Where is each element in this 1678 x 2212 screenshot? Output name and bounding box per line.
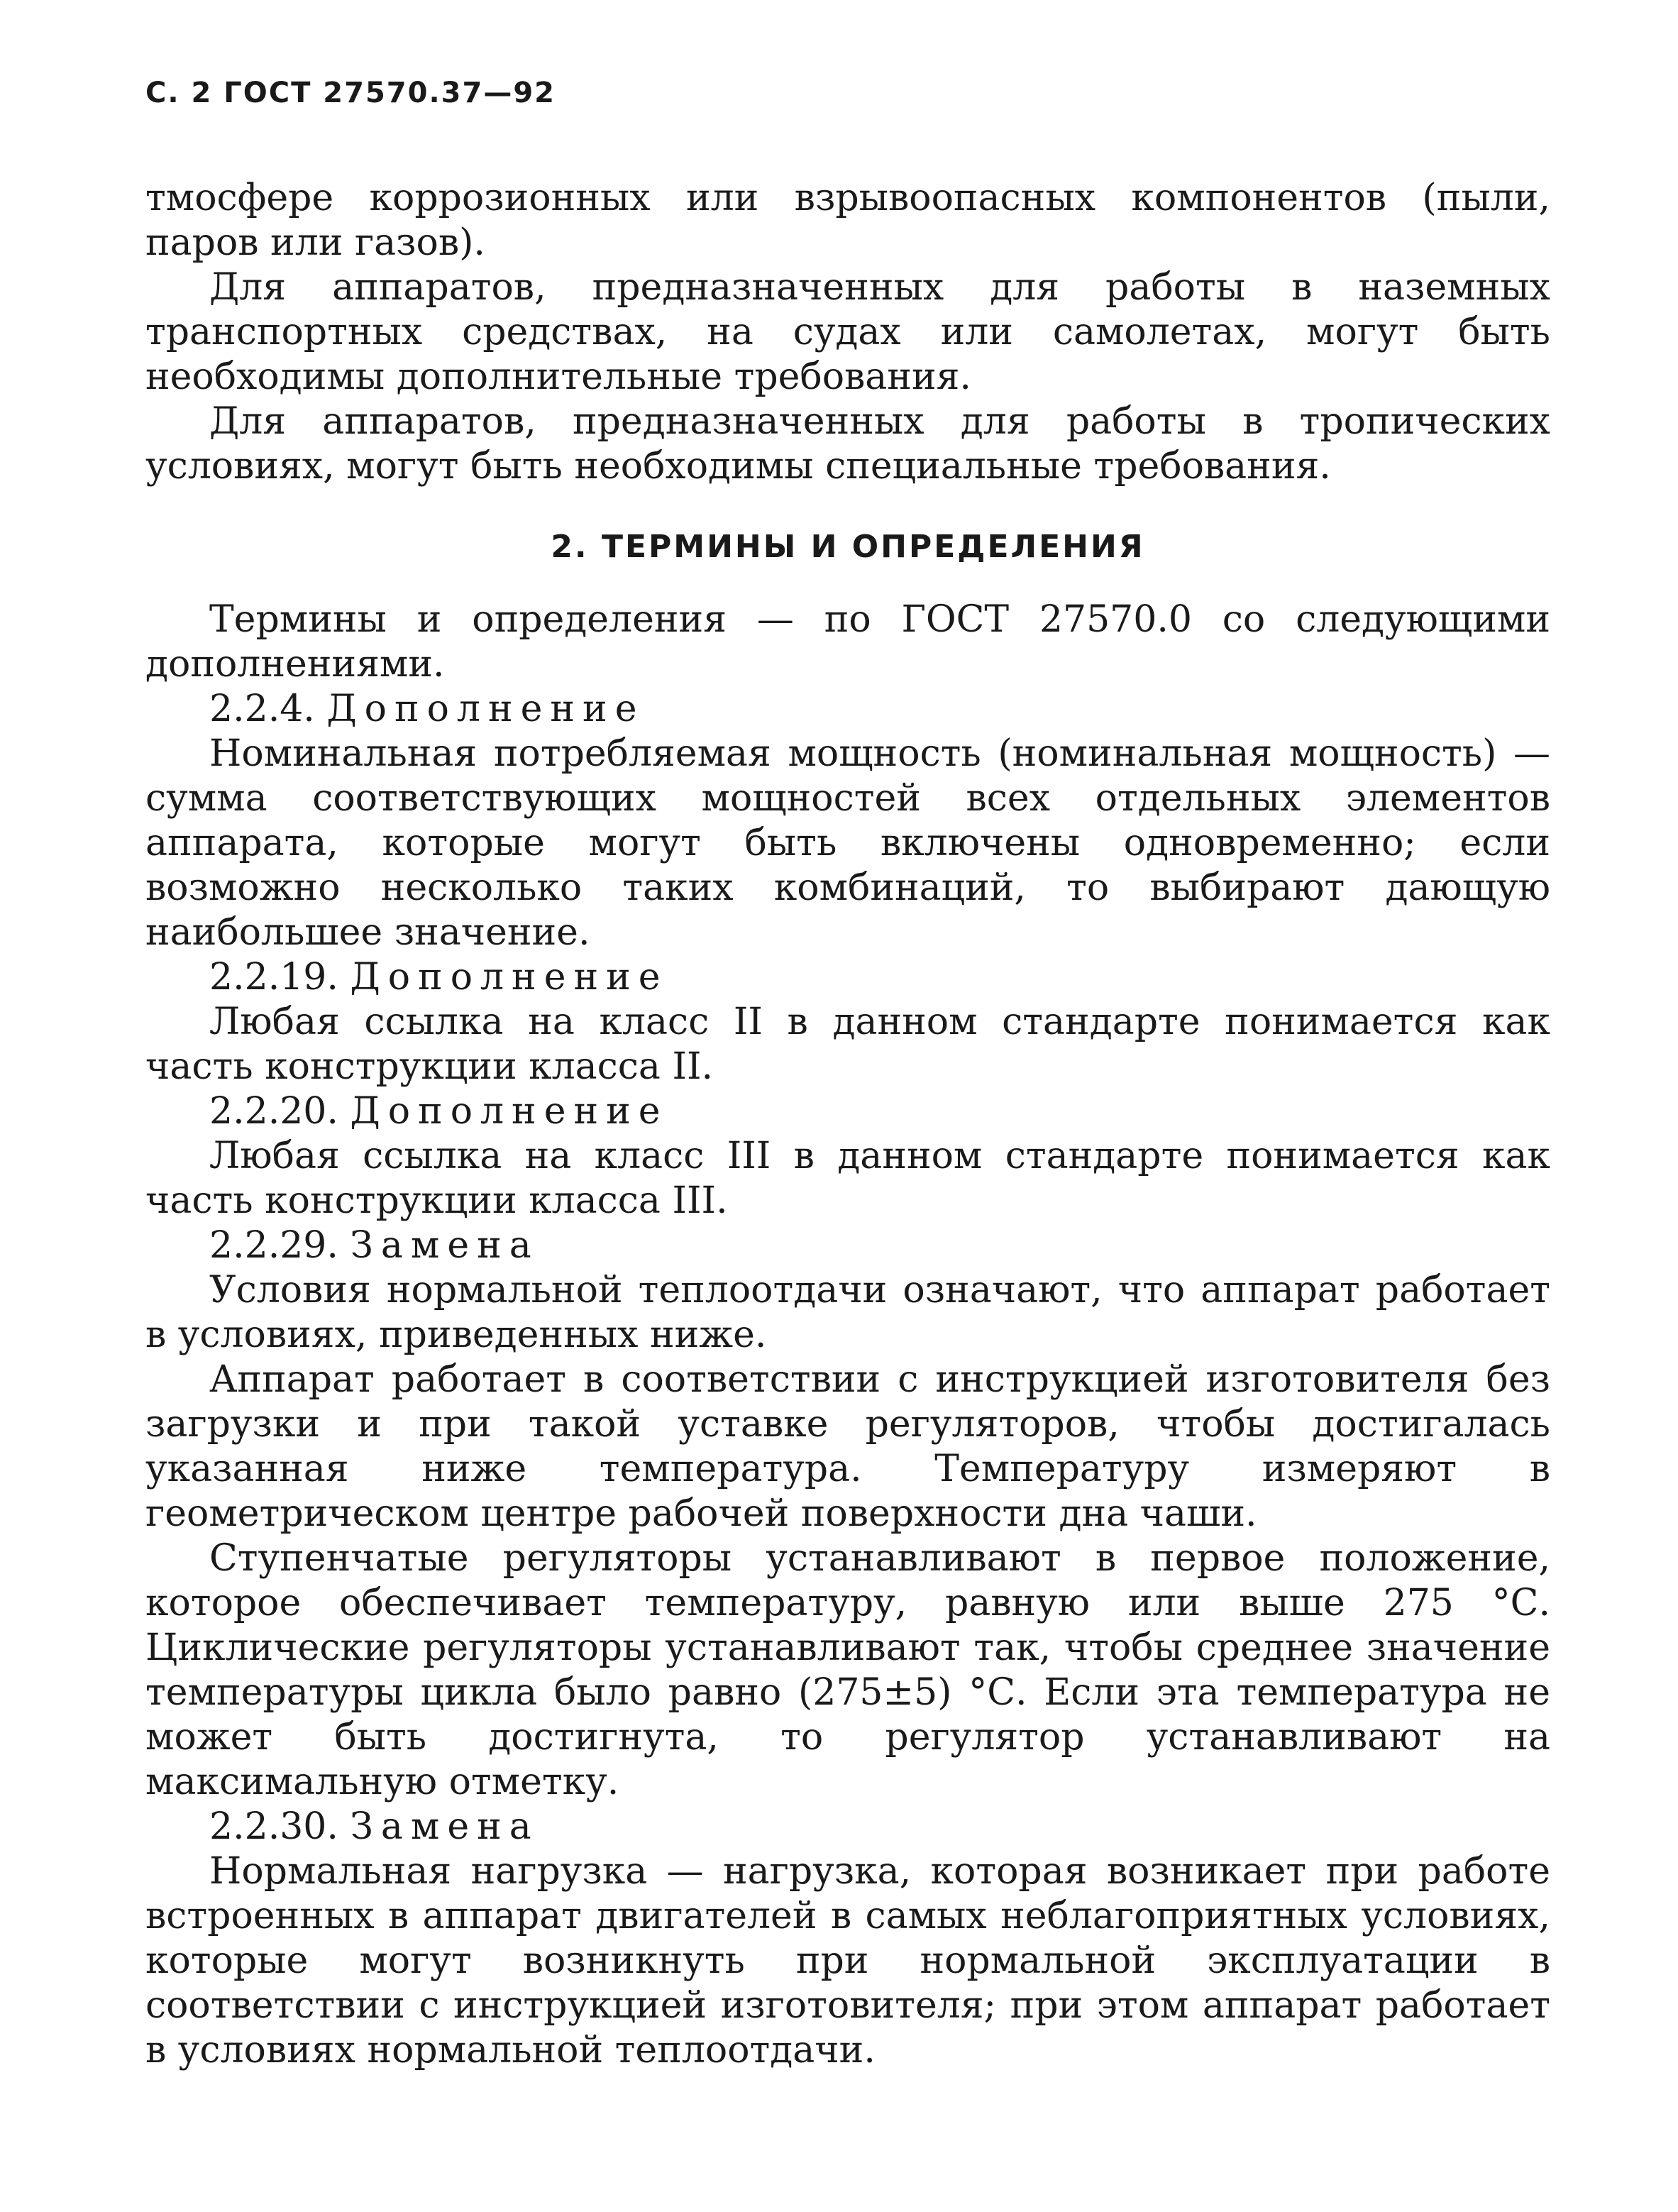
item-text-2-2-30: Нормальная нагрузка — нагрузка, которая возникает при работе встроенных в аппарат двигателей в самых неблагоприятных условиях, которые могут возникнуть при нормальной эксплуатации в соответствии с инструкцией изготовителя; при этом аппарат работает в условиях нормальной теплоотдачи. — [145, 1850, 1550, 2071]
item-text-2-2-29-a: Условия нормальной теплоотдачи означают, что аппарат работает в условиях, приведенных ниже. — [145, 1269, 1550, 1356]
paragraph-tropical: Для аппаратов, предназначенных для работы в тропических условиях, могут быть необходимы специальные требования. — [145, 400, 1550, 488]
item-heading-2-2-20 — [145, 1089, 1550, 1134]
item-number: 2.2.30. — [209, 1805, 338, 1848]
item-kind: Дополнение — [350, 1090, 668, 1133]
page-header: С. 2 ГОСТ 27570.37—92 — [145, 77, 556, 109]
item-heading-2-2-29 — [145, 1223, 1550, 1268]
item-kind: Дополнение — [326, 688, 645, 730]
item-number: 2.2.19. — [209, 956, 338, 998]
item-heading-2-2-19 — [145, 955, 1550, 1000]
document-body — [145, 176, 1550, 2073]
item-number: 2.2.20. — [209, 1090, 338, 1133]
item-text-2-2-4: Номинальная потребляемая мощность (номинальная мощность) — сумма соответствующих мощностей всех отдельных элементов аппарата, которые могут быть включены одновременно; если возможно несколько таких комбинаций, то выбирают дающую наибольшее значение. — [145, 732, 1550, 954]
item-heading-2-2-4 — [145, 687, 1550, 732]
paragraph-continuation: тмосфере коррозионных или взрывоопасных компонентов (пыли, паров или газов). — [145, 177, 1550, 264]
item-text-2-2-29-c: Ступенчатые регуляторы устанавливают в первое положение, которое обеспечивает температуру, равную или выше 275 °С. Циклические регуляторы устанавливают так, чтобы среднее значение температуры цикла было равно (275±5) °С. Если эта температура не может быть достигнута, то регулятор устанавливают на максимальную отметку. — [145, 1537, 1550, 1803]
item-text-2-2-29-b: Аппарат работает в соответствии с инструкцией изготовителя без загрузки и при такой уставке регуляторов, чтобы достигалась указанная ниже температура. Температуру измеряют в геометрическом центре рабочей поверхности дна чаши. — [145, 1358, 1550, 1535]
item-text-2-2-19: Любая ссылка на класс II в данном стандарте понимается как часть конструкции класса II. — [145, 1001, 1550, 1088]
paragraph-transport: Для аппаратов, предназначенных для работы в наземных транспортных средствах, на судах или самолетах, могут быть необходимы дополнительные требования. — [145, 266, 1550, 398]
section-heading: 2. ТЕРМИНЫ И ОПРЕДЕЛЕНИЯ — [551, 529, 1145, 565]
item-kind: Замена — [350, 1805, 539, 1848]
item-text-2-2-20: Любая ссылка на класс III в данном стандарте понимается как часть конструкции класса III. — [145, 1135, 1550, 1222]
item-heading-2-2-30 — [145, 1805, 1550, 1849]
item-kind: Дополнение — [350, 956, 668, 998]
item-number: 2.2.4. — [209, 688, 315, 730]
item-kind: Замена — [350, 1224, 539, 1267]
section-intro: Термины и определения — по ГОСТ 27570.0 со следующими дополнениями. — [145, 598, 1550, 686]
item-number: 2.2.29. — [209, 1224, 338, 1267]
